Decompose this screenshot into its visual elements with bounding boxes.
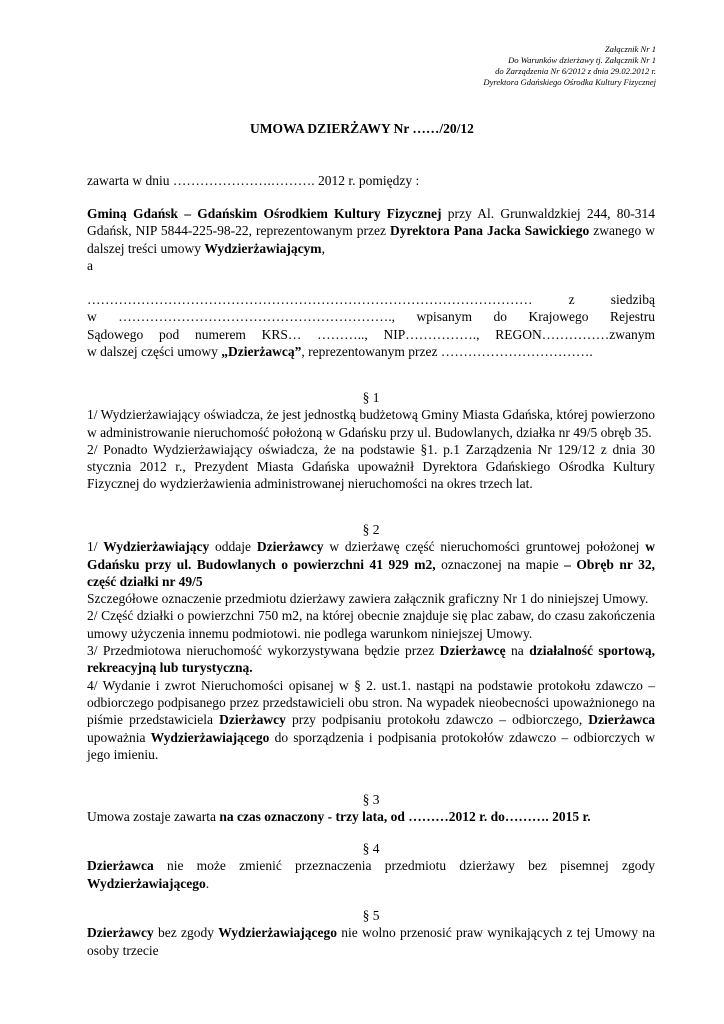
section-paragraph: 1/ Wydzierżawiający oświadcza, że jest jednostką budżetową Gminy Miasta Gdańska, której powierzono w administrowanie nieruchomość położoną w Gdańsku przy ul. Budowlanych, działka nr 49/5 obręb 35. [87,407,655,440]
party1-representative: Dyrektora Pana Jacka Sawickiego [389,223,590,239]
section-1 [87,389,655,493]
party2-line: ……………………………………………………………………………………… z siedzibą [87,292,655,307]
party1-text: zwanego w dalszej treści umowy [87,223,655,256]
bold-term: w Gdańsku przy ul. Budowlanych o powierzchni 41 929 m2, [87,539,655,572]
party2-role: „Dzierżawcą” [221,343,302,359]
bold-term: Wydzierżawiającego [150,729,270,745]
party2-line [87,343,655,360]
bold-term: Dzierżawcę [439,643,506,659]
bold-term: – Obręb nr 32, część działki nr 49/5 [87,556,655,589]
section-paragraph: 2/ Ponadto Wydzierżawiający oświadcza, że na podstawie §1. p.1 Zarządzenia Nr 129/12 z dnia 30 stycznia 2012 r., Prezydent Miasta Gdańska upoważnił Dyrektora Gdańskiego Ośrodka Kultury Fizycznej do wydzierżawienia administrowanej nieruchomości na okres trzech lat. [87,441,655,492]
text: 4/ Wydanie i zwrot Nieruchomości opisanej w § 2. ust.1. nastąpi na podstawie protokołu zdawczo – odbiorczego podpisanego przez przedstawicieli obu stron. Na wypadek nieobecności upoważnionego na piśmie przedstawiciela [87,677,655,728]
section-paragraph [87,677,655,763]
bold-term: Wydzierżawiającego [87,875,206,891]
text: nie może zmienić przeznaczenia przedmiotu dzierżawy bez pisemnej zgody [153,858,655,874]
party1-paragraph [87,205,655,257]
section-heading: § 1 [362,390,380,405]
bold-term: Dzierżawca [87,858,154,874]
bold-term: na czas oznaczony - trzy lata, od ………2012 r. do………. 2015 r. [219,809,591,825]
text: nie wolno przenosić praw wynikających z tej Umowy na osoby trzecie [87,925,655,958]
section-5 [87,907,655,959]
section-2 [87,521,655,763]
bold-term: Wydzierżawiający [103,539,210,555]
text: bez zgody [153,925,219,941]
party1-text: , [321,240,325,256]
party2-line: Sądowego pod numerem KRS… ……….., NIP……………., REGON……………zwanym [87,326,655,342]
header-line: do Zarządzenia Nr 6/2012 z dnia 29.02.2012 r. [495,66,656,76]
party1-role: Wydzierżawiającym [204,240,322,256]
text: w dzierżawę część nieruchomości gruntowej położonej [323,539,646,555]
section-paragraph [87,808,655,825]
text: 1/ [87,539,104,555]
section-heading: § 4 [362,841,380,856]
bold-term: Wydzierżawiającego [218,925,337,941]
text: . [205,875,210,891]
section-heading: § 5 [362,908,380,923]
text: oddaje [209,539,257,555]
conjunction-and: a [87,257,93,273]
section-heading: § 2 [362,522,380,537]
text: do sporządzenia i podpisania protokołów zdawczo – odbiorczych w jego imieniu. [87,729,655,762]
document-title: UMOWA DZIERŻAWY Nr ……/20/12 [250,121,474,136]
section-paragraph: 2/ Część działki o powierzchni 750 m2, na której obecnie znajduje się plac zabaw, do czasu zakończenia umowy użyczenia innemu podmiotowi. nie podlega warunkom niniejszej Umowy. [87,608,655,641]
attachment-header [483,44,656,88]
text: oznaczonej na mapie [435,556,565,572]
header-line: Do Warunków dzierżawy tj. Załącznik Nr 1 [508,55,656,65]
section-paragraph [87,538,655,590]
text: na [505,643,530,659]
text: 3/ Przedmiotowa nieruchomość wykorzystywana będzie przez [87,643,440,659]
section-4 [87,840,655,892]
party2-text: , reprezentowanym przez ……………………………. [301,343,593,359]
bold-term: Dzierżawcy [87,925,154,941]
party1-text: przy Al. Grunwaldzkiej 244, 80-314 Gdańsk, NIP 5844-225-98-22, reprezentowanym przez [87,206,655,239]
party2-line: w ……………………………………………………., wpisanym do Krajowego Rejestru [87,309,655,325]
text: upoważnia [87,729,151,745]
bold-term: Dzierżawcy [219,712,286,728]
section-paragraph [87,857,655,892]
header-line: Dyrektora Gdańskiego Ośrodka Kultury Fizycznej [483,77,656,87]
intro-line [87,172,655,189]
text: Umowa zostaje zawarta [87,809,220,825]
party1-name: Gminą Gdańsk – Gdańskim Ośrodkiem Kultury Fizycznej [87,206,442,221]
section-paragraph [87,924,655,959]
bold-term: Dzierżawcy [256,539,324,555]
party1-block [87,205,655,274]
bold-term: działalność sportową, rekreacyjną lub turystyczną. [87,643,656,676]
header-line: Załącznik Nr 1 [604,44,656,54]
section-paragraph: Szczegółowe oznaczenie przedmiotu dzierżawy zawiera załącznik graficzny Nr 1 do niniejszej Umowy. [87,591,649,607]
intro-text: zawarta w dniu ………………….………. 2012 r. pomiędzy : [87,173,420,188]
party2-text: w dalszej części umowy [87,343,222,359]
text: przy podpisaniu protokołu zdawczo – odbiorczego, [285,712,589,728]
section-3 [87,791,655,826]
section-paragraph [87,642,655,677]
bold-term: Dzierżawca [588,712,656,728]
party2-block [87,291,655,360]
section-heading: § 3 [362,792,380,807]
